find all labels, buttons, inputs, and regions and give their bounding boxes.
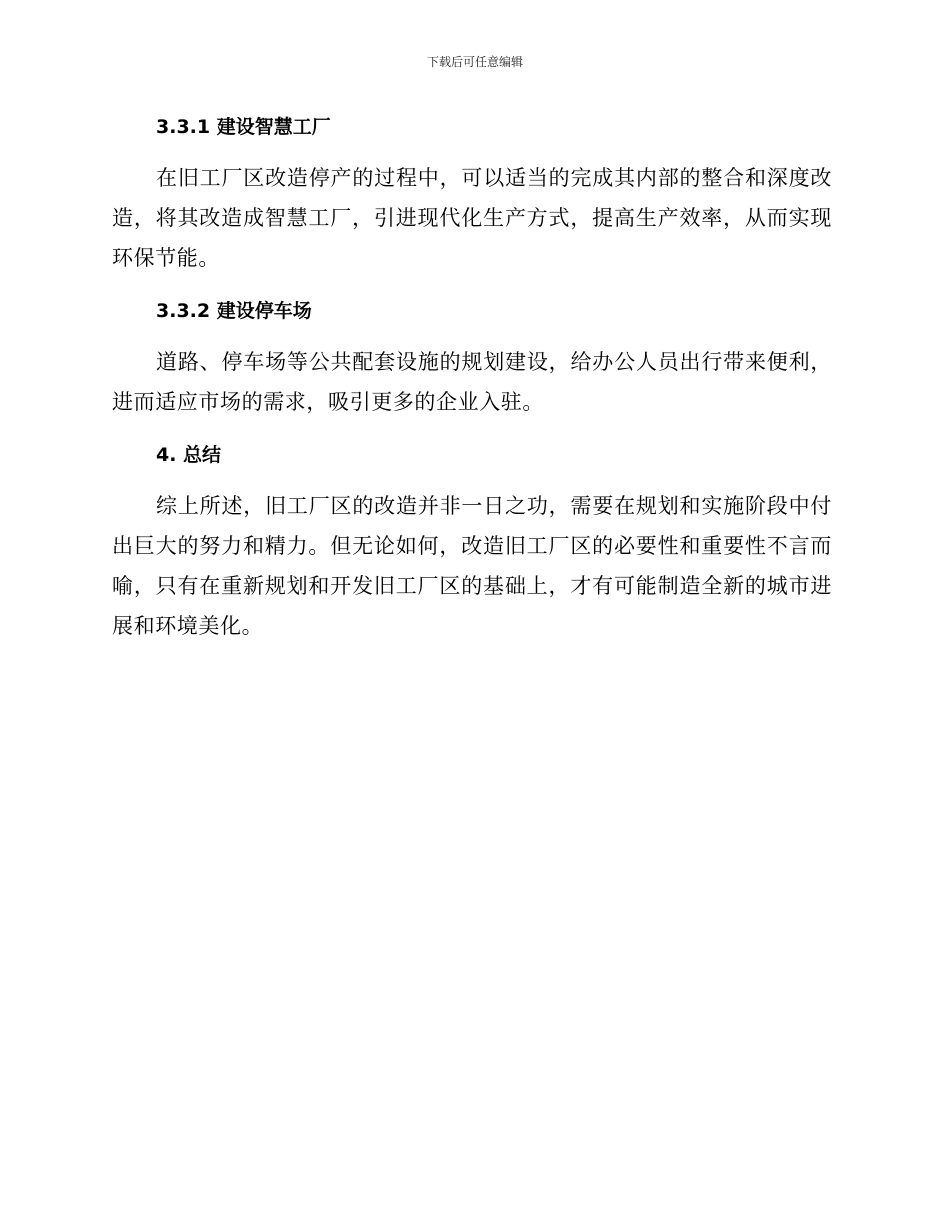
spacer [112,142,832,158]
spacer [112,470,832,486]
section-paragraph-smart-factory: 在旧工厂区改造停产的过程中，可以适当的完成其内部的整合和深度改造，将其改造成智慧工厂，引进现代化生产方式，提高生产效率，从而实现环保节能。 [112,166,832,270]
section-heading-smart-factory: 3.3.1 建设智慧工厂 [156,116,331,138]
spacer [112,326,832,342]
page-header-note: 下载后可任意编辑 [426,55,523,69]
section-heading-summary: 4. 总结 [156,444,222,466]
spacer [112,422,832,440]
section-paragraph-parking-lot: 道路、停车场等公共配套设施的规划建设，给办公人员出行带来便利，进而适应市场的需求，吸引更多的企业入驻。 [112,350,832,414]
document-body [112,112,832,646]
spacer [112,278,832,296]
section-heading-parking-lot: 3.3.2 建设停车场 [156,300,312,322]
section-paragraph-summary: 综上所述，旧工厂区的改造并非一日之功，需要在规划和实施阶段中付出巨大的努力和精力。但无论如何，改造旧工厂区的必要性和重要性不言而喻，只有在重新规划和开发旧工厂区的基础上，才有可能制造全新的城市进展和环境美化。 [112,494,832,638]
